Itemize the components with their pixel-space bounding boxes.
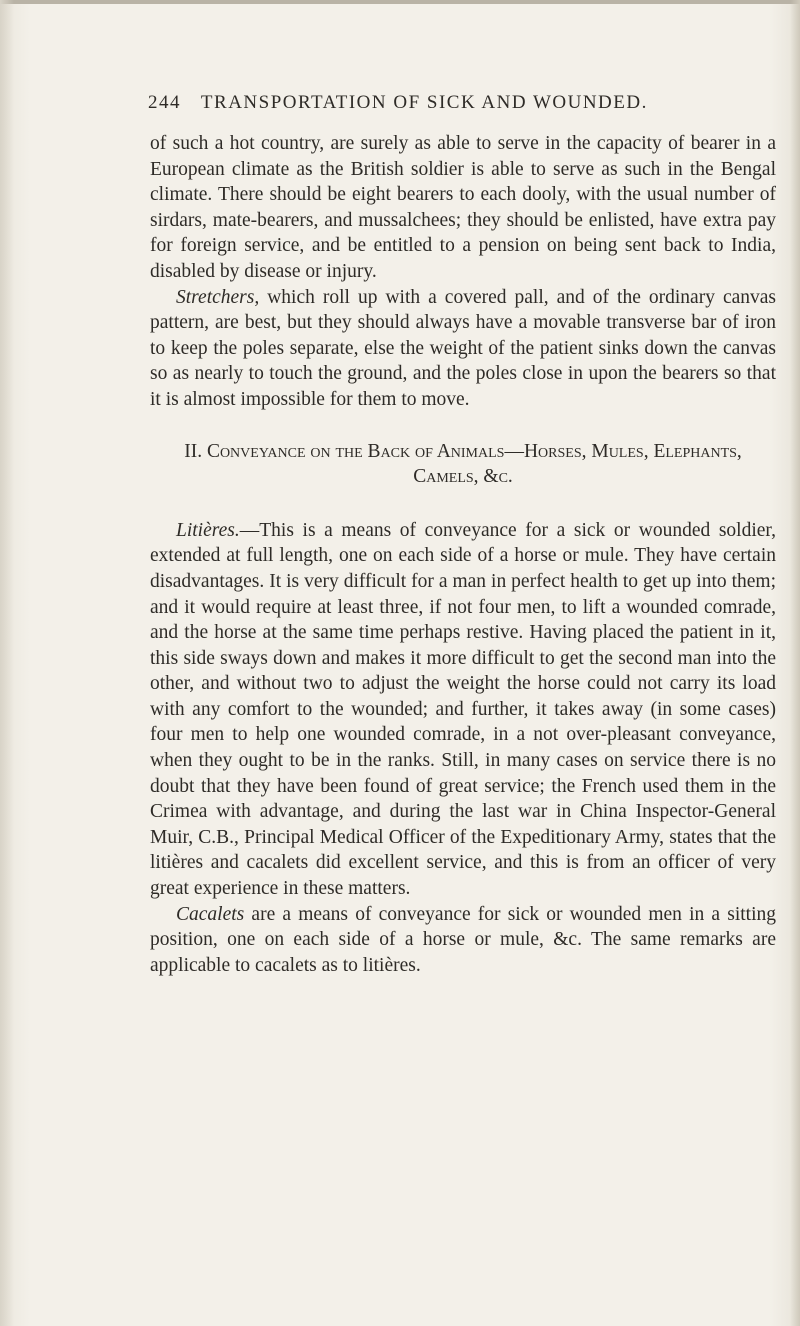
section-heading: II. Conveyance on the Back of Animals—Horses, Mules, Elephants, Camels, &c. <box>184 440 742 488</box>
page-top-edge <box>0 0 800 4</box>
litieres-text: —This is a means of conveyance for a sick or wounded soldier, extended at full length, one on each side of a horse or mule. They have certain disadvantages. It is very difficult for a man in perfect health to get up into them; and it would require at least three, if not four men, to lift a wounded comrade, and the horse at the same time perhaps restive. Having placed the patient in it, this side sways down and makes it more difficult to get the second man into the other, and without two to adjust the weight the horse could not carry its load with any comfort to the wounded; and further, it takes away (in some cases) four men to help one wounded comrade, in a not over-pleasant conveyance, when they ought to be in the ranks. Still, in many cases on service there is no doubt that they have been found of great service; the French used them in the Crimea with advantage, and during the last war in China Inspector-General Muir, C.B., Principal Medical Officer of the Expeditionary Army, states that the litières and cacalets did excellent service, and this is from an officer of very great experience in these matters. <box>150 519 776 900</box>
term-litieres: Litières. <box>176 519 240 541</box>
stretchers-text: which roll up with a covered pall, and of the ordinary canvas pattern, are best, but they should always have a movable transverse bar of iron to keep the poles separate, else the weight of the patient sinks down the canvas so as nearly to touch the ground, and the poles close in upon the bearers so that it is almost impossible for them to move. <box>150 286 776 410</box>
paragraph-stretchers <box>150 285 776 413</box>
term-cacalets: Cacalets <box>176 903 245 925</box>
gutter-shadow <box>0 0 14 1326</box>
body-text <box>150 131 776 978</box>
running-head <box>148 92 708 114</box>
term-stretchers: Stretchers, <box>176 286 260 308</box>
page-right-edge <box>790 0 800 1326</box>
paragraph-continuation: of such a hot country, are surely as able to serve in the capacity of bearer in a European climate as the British soldier is able to serve as such in the Bengal climate. There should be eight bearers to each dooly, with the usual number of sirdars, mate-bearers, and mussalchees; they should be enlisted, have extra pay for foreign service, and be entitled to a pension on being sent back to India, disabled by disease or injury. <box>150 133 776 282</box>
cacalets-text: are a means of conveyance for sick or wounded men in a sitting position, one on each side of a horse or mule, &c. The same remarks are applicable to cacalets as to litières. <box>150 903 776 976</box>
running-title: TRANSPORTATION OF SICK AND WOUNDED. <box>200 92 648 113</box>
page-number: 244 <box>148 92 181 113</box>
paragraph-cacalets <box>150 902 776 979</box>
paragraph-litieres <box>150 518 776 902</box>
